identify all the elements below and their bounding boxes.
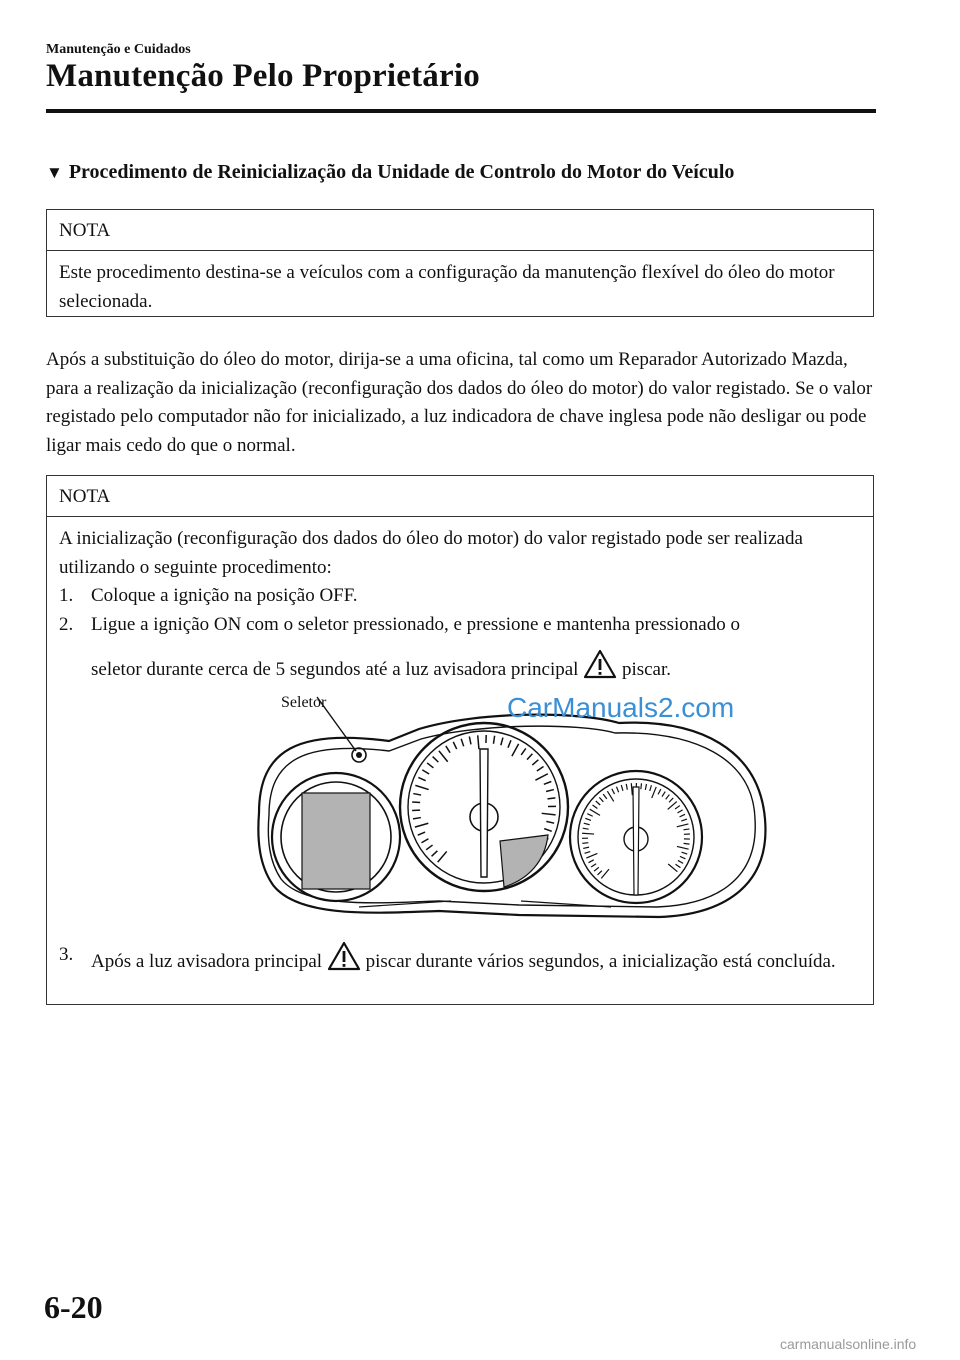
tachometer-tick <box>501 737 503 745</box>
speedometer-tick <box>645 784 646 790</box>
speedometer-tick <box>682 852 688 854</box>
watermark-text: CarManuals2.com <box>507 691 735 723</box>
instrument-cluster-figure <box>59 689 863 935</box>
speedometer-tick <box>669 797 673 801</box>
step-text: Ligue a ignição ON com o seletor pressionado, e pressione e mantenha pressionado o <box>91 613 740 635</box>
triangle-marker-icon: ▼ <box>46 163 63 182</box>
step-text-after-icon: piscar. <box>621 659 672 680</box>
speedometer-tick <box>650 785 652 791</box>
speedometer-tick <box>590 809 600 815</box>
subsection-title: Procedimento de Reinicialização da Unidade de Controlo do Motor do Veículo <box>68 161 735 183</box>
tachometer-tick <box>422 769 429 773</box>
note-heading: NOTA <box>47 476 873 517</box>
speedometer-tick <box>680 856 685 858</box>
tachometer-tick <box>546 789 554 791</box>
tachometer-tick <box>535 773 547 779</box>
tachometer-tick <box>446 745 450 752</box>
step-number: 2. <box>59 613 74 635</box>
center-display-panel <box>500 835 548 887</box>
tachometer-tick <box>532 759 538 764</box>
speedometer-tick <box>587 813 592 816</box>
step-text-before-icon: seletor durante cerca de 5 segundos até a luz avisadora principal <box>91 659 579 680</box>
tachometer-tick <box>493 735 494 743</box>
speedometer-tick <box>591 863 596 866</box>
speedometer-tick <box>598 870 602 874</box>
speedometer-tick <box>677 823 689 826</box>
speedometer-tick <box>677 809 682 812</box>
speedometer-tick <box>684 843 690 844</box>
speedometer-tick <box>596 801 600 805</box>
speedometer-tick <box>612 788 615 793</box>
step-number: 1. <box>59 585 74 606</box>
speedometer-tick <box>631 783 632 795</box>
step-text: Coloque a ignição na posição OFF. <box>91 585 358 606</box>
tachometer-tick <box>427 762 433 767</box>
speedometer-tick <box>652 786 656 797</box>
body-paragraph: Após a substituição do óleo do motor, dirija-se a uma oficina, tal como um Reparador Autorizado Mazda, para a realização da inicialização (reconfiguração dos dados do óleo do motor) do valor registado. Se o valor registado pelo computador não for inicializado, a luz indicadora de chave inglesa pode não desligar ou pode ligar mais cedo do que o normal. <box>46 349 873 456</box>
tachometer-tick <box>439 750 448 761</box>
master-warning-icon <box>327 941 361 971</box>
speedometer-tick <box>582 842 588 843</box>
note-body: Este procedimento destina-se a veículos com a configuração da manutenção flexível do óleo do motor selecionada. <box>59 262 835 312</box>
title-rule <box>46 109 876 113</box>
speedometer-tick <box>582 833 594 834</box>
speedometer-tick <box>585 818 591 820</box>
tachometer-tick <box>418 777 425 780</box>
step-text-after-icon: piscar durante vários segundos, a inicialização está concluída. <box>365 950 836 972</box>
tachometer-tick <box>527 753 532 759</box>
speedometer-tick <box>676 864 681 867</box>
speedometer-tick <box>677 846 689 849</box>
note-box-2 <box>46 475 874 1005</box>
tachometer-tick <box>412 801 420 802</box>
speedometer-tick <box>586 853 597 858</box>
tachometer-tick <box>461 738 464 746</box>
speedometer-tick <box>680 814 685 817</box>
step-continuation <box>91 639 861 685</box>
tachometer-tick <box>547 797 555 798</box>
speedometer-tick <box>626 783 627 789</box>
tachometer-tick <box>421 838 428 842</box>
speedometer-tick <box>584 823 590 825</box>
speedometer-tick <box>583 828 589 829</box>
speedometer-tick <box>662 791 665 796</box>
tachometer-tick <box>432 850 438 855</box>
speedometer-tick <box>588 859 593 862</box>
tachometer-tick <box>508 740 511 747</box>
tachometer-tick <box>478 735 479 749</box>
instrument-cluster-illustration <box>59 689 863 935</box>
step-3 <box>59 941 861 977</box>
note-body <box>47 517 873 986</box>
step-number: 3. <box>59 943 74 965</box>
speedometer-tick <box>641 783 642 789</box>
left-display-panel <box>302 793 370 889</box>
speedometer-tick <box>593 804 598 808</box>
speedometer-tick <box>616 786 618 792</box>
tachometer-tick <box>537 766 544 771</box>
tachometer-tick <box>544 781 551 784</box>
speedometer-tick <box>607 791 613 801</box>
tachometer-tick <box>438 851 447 862</box>
speedometer-tick <box>681 819 687 821</box>
speedometer-tick <box>599 797 603 801</box>
tachometer-tick <box>542 813 556 815</box>
tachometer-tick <box>521 748 526 755</box>
speedometer-tick <box>658 789 661 794</box>
subsection-heading <box>46 161 886 184</box>
speedometer-tick <box>666 794 670 799</box>
tachometer-tick <box>469 736 471 744</box>
chapter-title: Manutenção Pelo Proprietário <box>46 58 480 94</box>
tachometer-tick <box>415 785 428 789</box>
note-heading: NOTA <box>47 210 873 251</box>
tachometer-tick <box>418 832 425 835</box>
tachometer-tick <box>546 821 554 823</box>
speedometer-tick <box>675 805 680 808</box>
speedometer-tick <box>585 851 591 853</box>
page-number: 6-20 <box>44 1289 103 1325</box>
tachometer-tick <box>512 743 519 755</box>
speedometer-tick <box>621 785 623 791</box>
tachometer-tick <box>413 817 421 818</box>
speedometer-tick <box>678 860 683 863</box>
speedometer-tick <box>594 867 599 871</box>
section-label: Manutenção e Cuidados <box>46 42 191 57</box>
speedometer-tick <box>583 847 589 848</box>
step-1 <box>59 582 861 611</box>
note-box-1 <box>46 209 874 317</box>
speedometer-tick <box>601 869 609 878</box>
step-2 <box>59 611 861 685</box>
note-intro: A inicialização (reconfiguração dos dados do óleo do motor) do valor registado pode ser realizada utilizando o seguinte procedimento: <box>59 528 803 578</box>
tachometer-tick <box>544 828 552 831</box>
tachometer-tick <box>413 793 421 794</box>
footer-watermark: carmanualsonline.info <box>780 1336 917 1352</box>
speedometer-tick <box>683 828 689 829</box>
tachometer-tick <box>426 845 432 850</box>
speedometer-tick <box>603 794 607 799</box>
callout-selector: Seletor <box>281 693 327 711</box>
tachometer-tick <box>433 756 439 762</box>
tachometer-tick <box>453 741 456 748</box>
step-text-before-icon: Após a luz avisadora principal <box>91 950 323 972</box>
tachometer-tick <box>415 823 428 827</box>
master-warning-icon <box>583 649 617 679</box>
